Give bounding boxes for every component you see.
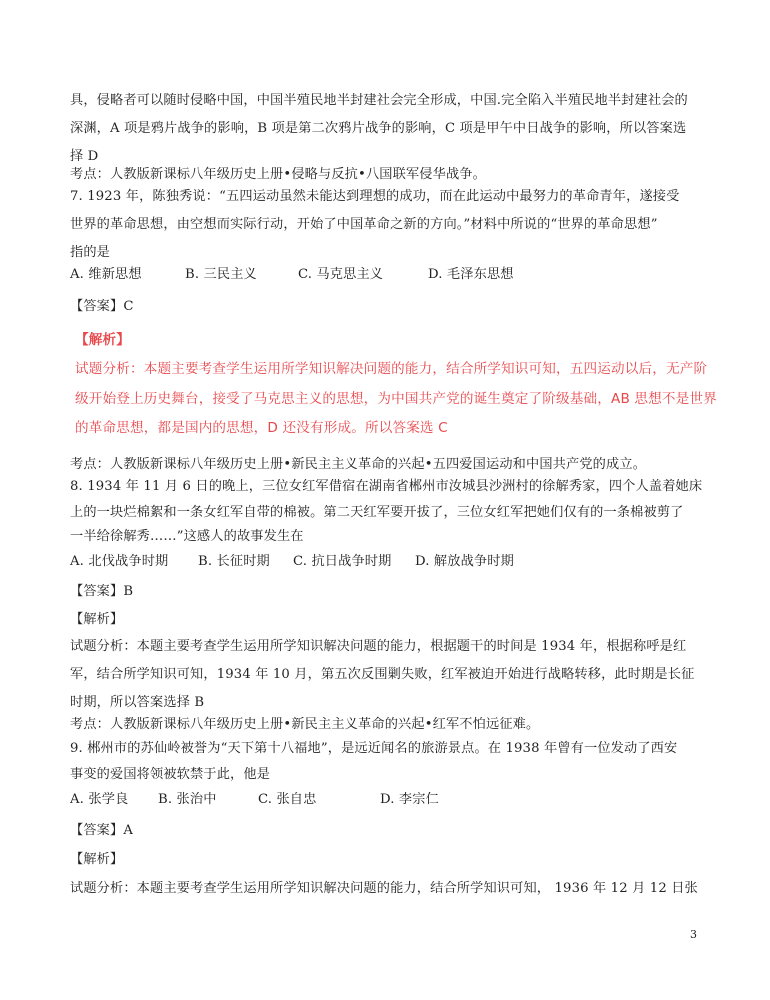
analysis-heading: 【解析】	[70, 852, 124, 867]
analysis-heading: 【解析】	[75, 332, 130, 348]
question-7-stem: 7. 1923 年，陈独秀说：“五四运动虽然未能达到理想的成功，而在此运动中最努力的革命青年，遂接受	[70, 189, 680, 204]
option-d: D. 毛泽东思想	[428, 267, 514, 282]
question-8-stem: 一半给徐解秀……”这感人的故事发生在	[70, 529, 304, 544]
option-c: C. 抗日战争时期	[293, 554, 392, 569]
question-9-stem: 事变的爱国将领被软禁于此，他是	[70, 767, 271, 782]
answer-label: 【答案】A	[70, 823, 134, 838]
option-b: B. 张治中	[158, 792, 217, 807]
analysis-heading: 【解析】	[70, 612, 124, 627]
paragraph-line: 具，侵略者可以随时侵略中国，中国半殖民地半封建社会完全形成，中国.完全陷入半殖民地半封建社会的	[70, 93, 688, 108]
analysis-line-highlighted: 的革命思想，都是国内的思想，D 还没有形成。所以答案选 C	[75, 420, 448, 436]
option-a: A. 北伐战争时期	[70, 554, 169, 569]
answer-label: 【答案】B	[70, 584, 134, 599]
answer-label: 【答案】C	[70, 299, 134, 314]
question-7-stem: 世界的革命思想，由空想而实际行动，开始了中国革命之新的方向。”材料中所说的“世界的革命思想”	[70, 217, 658, 232]
option-c: C. 马克思主义	[298, 267, 384, 282]
exam-point-line: 考点：人教版新课标八年级历史上册•新民主主义革命的兴起•红军不怕远征难。	[70, 717, 540, 732]
question-7-stem: 指的是	[70, 245, 111, 260]
exam-point-line: 考点：人教版新课标八年级历史上册•侵略与反抗•八国联军侵华战争。	[70, 167, 486, 182]
question-9-stem: 9. 郴州市的苏仙岭被誉为“天下第十八福地”，是远近闻名的旅游景点。在 1938 年曾有一位发动了西安	[70, 741, 678, 756]
option-a: A. 张学良	[70, 792, 129, 807]
paragraph-line: 深渊，A 项是鸦片战争的影响，B 项是第二次鸦片战争的影响，C 项是甲午中日战争的影响，所以答案选	[70, 121, 687, 136]
question-7-options	[70, 267, 710, 283]
option-b: B. 长征时期	[198, 554, 270, 569]
question-9-options	[70, 792, 710, 808]
analysis-line-highlighted: 试题分析：本题主要考查学生运用所学知识解决问题的能力，结合所学知识可知，五四运动以后，无产阶	[75, 361, 708, 377]
option-c: C. 张自忠	[258, 792, 317, 807]
analysis-line: 试题分析：本题主要考查学生运用所学知识解决问题的能力，根据题干的时间是 1934 年，根据称呼是红	[70, 639, 687, 654]
option-a: A. 维新思想	[70, 267, 142, 282]
question-8-options	[70, 554, 710, 570]
question-8-stem: 上的一块烂棉絮和一条女红军自带的棉被。第二天红军要开拔了，三位女红军把她们仅有的一条棉被剪了	[70, 505, 684, 520]
analysis-line: 时期，所以答案选择 B	[70, 695, 205, 710]
analysis-line: 军，结合所学知识可知，1934 年 10 月，第五次反围剿失败，红军被迫开始进行战略转移，此时期是长征	[70, 667, 695, 682]
question-8-stem: 8. 1934 年 11 月 6 日的晚上，三位女红军借宿在湖南省郴州市汝城县沙洲村的徐解秀家，四个人盖着她床	[70, 479, 703, 494]
option-d: D. 李宗仁	[380, 792, 439, 807]
option-b: B. 三民主义	[185, 267, 257, 282]
option-d: D. 解放战争时期	[415, 554, 514, 569]
exam-point-line: 考点：人教版新课标八年级历史上册•新民主主义革命的兴起•五四爱国运动和中国共产党的成立。	[70, 457, 647, 472]
analysis-line: 试题分析：本题主要考查学生运用所学知识解决问题的能力，结合所学知识可知， 1936 年 12 月 12 日张	[70, 881, 698, 896]
analysis-line-highlighted: 级开始登上历史舞台，接受了马克思主义的思想，为中国共产党的诞生奠定了阶级基础，AB 思想不是世界	[75, 391, 717, 407]
page-number: 3	[690, 928, 697, 941]
paragraph-line: 择 D	[70, 149, 99, 164]
